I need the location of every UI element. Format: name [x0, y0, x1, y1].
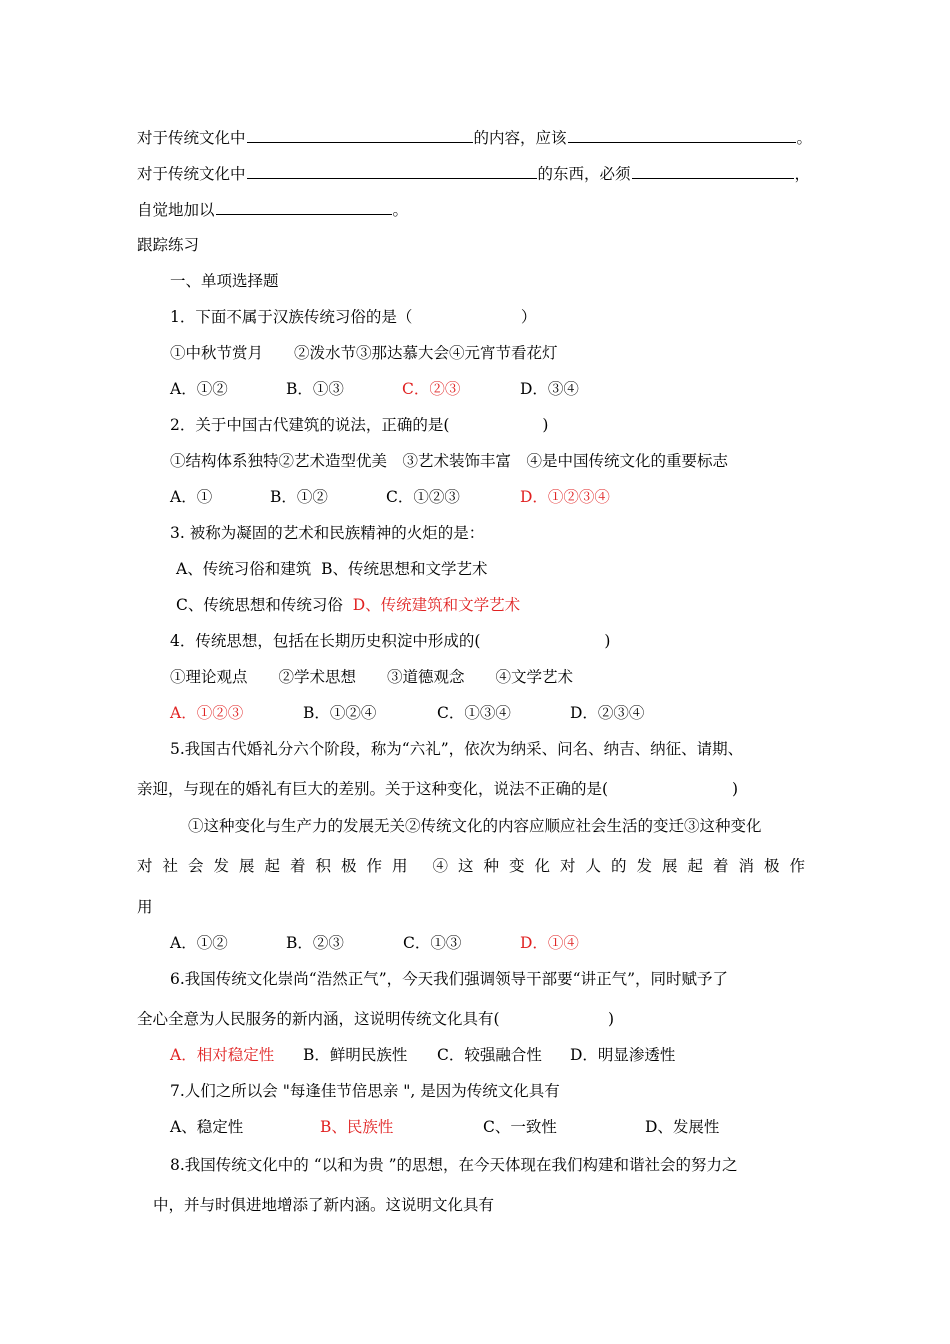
option-a[interactable]: A．① [170, 488, 213, 506]
option-c[interactable]: C．较强融合性 [437, 1046, 542, 1064]
question-2-stem: 2．关于中国古代建筑的说法，正确的是( ) [170, 416, 549, 434]
option-b[interactable]: B．①②④ [303, 704, 377, 722]
option-a[interactable]: A、稳定性 [170, 1118, 244, 1136]
question-7-stem: 7.人们之所以会 "每逢佳节倍思亲 ", 是因为传统文化具有 [170, 1082, 560, 1100]
option-a[interactable]: A、传统习俗和建筑 [176, 560, 312, 578]
question-5-items-line-3: 用 [137, 898, 153, 916]
option-b[interactable]: B．鲜明民族性 [303, 1046, 408, 1064]
option-b[interactable]: B．①③ [286, 380, 344, 398]
question-1-stem: 1．下面不属于汉族传统习俗的是（ ） [170, 308, 537, 326]
blank-field[interactable] [568, 127, 796, 143]
option-c[interactable]: C．①②③ [386, 488, 460, 506]
option-d-answer[interactable]: D、传统建筑和文学艺术 [352, 596, 521, 614]
question-1-items: ①中秋节赏月 ②泼水节③那达慕大会④元宵节看花灯 [170, 344, 558, 362]
question-2-items: ①结构体系独特②艺术造型优美 ③艺术装饰丰富 ④是中国传统文化的重要标志 [170, 452, 729, 470]
option-c[interactable]: C、传统思想和传统习俗 [176, 596, 343, 614]
text-segment: 的内容，应该 [473, 129, 567, 147]
option-c-answer[interactable]: C．②③ [402, 380, 461, 398]
option-a[interactable]: A．①② [170, 380, 228, 398]
question-6-stem-line-1: 6.我国传统文化崇尚“浩然正气”，今天我们强调领导干部要“讲正气”，同时赋予了 [170, 970, 728, 988]
question-8-stem-line-1: 8.我国传统文化中的 “以和为贵 ”的思想，在今天体现在我们构建和谐社会的努力之 [170, 1156, 738, 1174]
option-a-answer[interactable]: A．①②③ [170, 704, 244, 722]
question-5-stem-line-1: 5.我国古代婚礼分六个阶段，称为“六礼”，依次为纳采、问名、纳吉、纳征、请期、 [170, 740, 744, 758]
text-segment: 自觉地加以 [137, 201, 215, 219]
question-3-stem: 3. 被称为凝固的艺术和民族精神的火炬的是： [170, 524, 485, 542]
blank-field[interactable] [632, 163, 794, 179]
blank-field[interactable] [247, 163, 537, 179]
text-segment: 。 [796, 129, 813, 147]
text-segment: 对于传统文化中 [137, 165, 246, 183]
text-segment: ， [794, 165, 811, 183]
option-b-answer[interactable]: B、民族性 [320, 1118, 394, 1136]
option-d[interactable]: D．③④ [520, 380, 579, 398]
question-3-options-cd [176, 595, 520, 615]
option-b[interactable]: B．①② [270, 488, 328, 506]
text-segment: 对社会发展起着积极作用 [137, 857, 418, 875]
option-b[interactable]: B．②③ [286, 934, 344, 952]
option-d-answer[interactable]: D．①②③④ [520, 488, 610, 506]
text-segment: ④这种变化对人的发展起着消极作 [432, 857, 815, 875]
blank-field[interactable] [216, 199, 392, 215]
question-6-stem-line-2: 全心全意为人民服务的新内涵，这说明传统文化具有( ) [137, 1010, 615, 1028]
option-b[interactable]: B、传统思想和文学艺术 [321, 560, 488, 578]
fill-line-3 [137, 199, 408, 220]
option-d[interactable]: D．明显渗透性 [570, 1046, 676, 1064]
blank-field[interactable] [247, 127, 473, 143]
question-3-options-ab [176, 559, 487, 579]
text-segment: 对于传统文化中 [137, 129, 246, 147]
text-segment: 。 [392, 201, 409, 219]
question-4-items: ①理论观点 ②学术思想 ③道德观念 ④文学艺术 [170, 668, 574, 686]
question-8-stem-line-2: 中，并与时俱进地增添了新内涵。这说明文化具有 [153, 1196, 495, 1214]
part-title: 一、单项选择题 [170, 272, 279, 290]
question-4-stem: 4．传统思想，包括在长期历史积淀中形成的( ) [170, 632, 611, 650]
fill-line-2 [137, 163, 810, 184]
option-d[interactable]: D、发展性 [645, 1118, 720, 1136]
question-5-items-line-1: ①这种变化与生产力的发展无关②传统文化的内容应顺应社会生活的变迁③这种变化 [188, 817, 762, 835]
question-5-items-line-2 [137, 856, 815, 876]
fill-line-1 [137, 127, 812, 148]
option-c[interactable]: C．①③ [403, 934, 462, 952]
option-a-answer[interactable]: A．相对稳定性 [170, 1046, 275, 1064]
option-c[interactable]: C．①③④ [437, 704, 511, 722]
option-d-answer[interactable]: D．①④ [520, 934, 579, 952]
section-title: 跟踪练习 [137, 236, 200, 254]
option-d[interactable]: D．②③④ [570, 704, 645, 722]
option-a[interactable]: A．①② [170, 934, 228, 952]
option-c[interactable]: C、一致性 [483, 1118, 557, 1136]
question-5-stem-line-2: 亲迎，与现在的婚礼有巨大的差别。关于这种变化，说法不正确的是( ) [137, 780, 739, 798]
text-segment: 的东西，必须 [537, 165, 631, 183]
